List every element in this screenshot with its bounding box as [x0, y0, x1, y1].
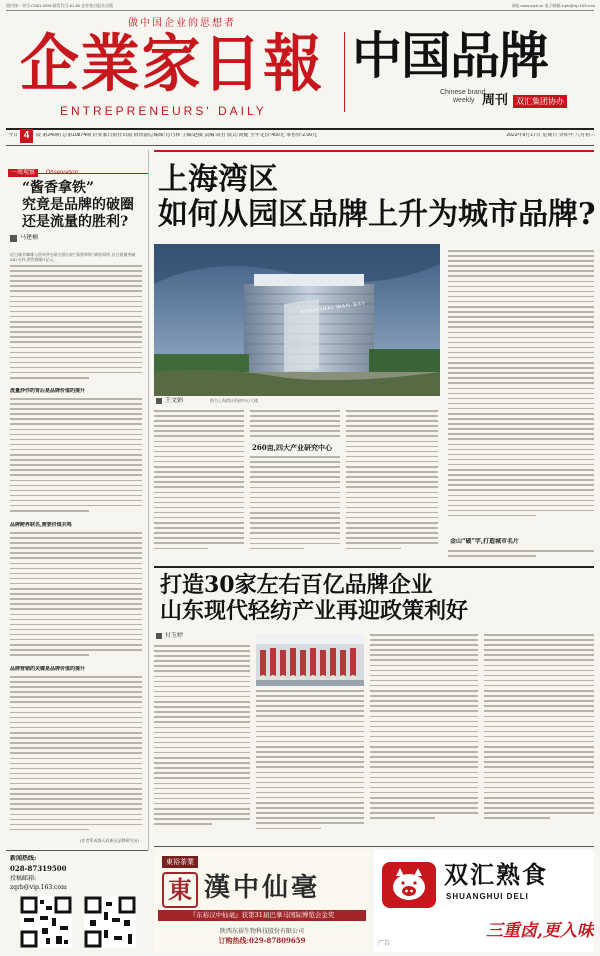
observation-body-3	[10, 532, 142, 662]
edition-info: 版 第240期 总第10874期 企业家日报社出版 值班副总编辑:肖乃林 主编:赵敏 责编:周君 版式:黄健 全年定价:450元 零售价:2.00元	[36, 133, 318, 138]
author-marker-icon	[10, 235, 17, 242]
shuanghui-pig-logo-icon	[382, 862, 436, 908]
observation-header	[8, 161, 148, 174]
headline-2-author: 付玉婷	[165, 632, 184, 639]
observation-author: 马建楠	[20, 234, 39, 241]
shuanghui-slogan: 三重卤,更入味	[486, 921, 594, 941]
observation-title-3: 还是流量的胜利?	[22, 214, 129, 230]
tea-company: 陕西东裕生物科技股份有限公司	[219, 928, 304, 935]
qr-code-2[interactable]	[84, 896, 136, 948]
headline-1-body-col-4	[448, 250, 594, 536]
observation-label-en: Observation	[45, 170, 78, 176]
observation-body-2	[10, 398, 142, 518]
submission-email[interactable]: zqrb@vip.163.com	[10, 884, 67, 891]
photo-author-icon	[156, 398, 162, 404]
headline-1-subhead-2: 金山“破”字,打造城市名片	[450, 538, 519, 545]
top-line-left: 国内统一刊号:CN51-0098 邮发代号:61-85 企业家日报社出版	[6, 3, 114, 8]
brand-tag: 双汇集团协办	[513, 95, 567, 108]
headline-1-body-col-2b	[250, 456, 340, 558]
today-label: 今日	[8, 133, 19, 138]
shuanghui-brand: 双汇熟食	[444, 860, 548, 889]
author-2-icon	[156, 633, 162, 639]
qr-code-1[interactable]	[20, 896, 72, 948]
shuanghui-brand-en: SHUANGHUI DELI	[446, 892, 529, 901]
headline-2-body-col-1	[154, 645, 250, 841]
building-sign: SHANGHAI WAN·BAY	[299, 300, 367, 316]
tea-product-name: 漢中仙毫	[204, 873, 321, 903]
tea-phone: 订购热线:029-87809659	[218, 936, 306, 945]
headline-2-line-2[interactable]: 山东现代轻纺产业再迎政策利好	[160, 598, 469, 624]
observation-title-2: 究竟是品牌的破圈	[22, 197, 134, 213]
building-photo	[154, 244, 440, 396]
observation-title-1: “酱香拿铁”	[22, 180, 95, 196]
tea-logo-icon: 東	[162, 872, 198, 908]
brand-en-2: weekly	[453, 97, 475, 104]
brand-weekly-title: 中国品牌	[352, 26, 548, 85]
shuanghui-ad[interactable]	[374, 850, 594, 952]
headline-1-subhead: 260亩,四大产业研究中心	[252, 443, 333, 452]
issue-date: 2023年9月17日 星期日 癸卯年 八月初三	[506, 133, 595, 138]
page-count: 4	[20, 129, 33, 143]
tea-brand-badge: 東裕茶業	[162, 856, 198, 868]
observation-label: 一周观察	[8, 169, 38, 177]
photo-caption: 图为上海湾区科创中心大楼	[210, 398, 258, 403]
headline-1-line-2[interactable]: 如何从园区品牌上升为城市品牌?	[158, 197, 596, 232]
observation-body-1	[10, 265, 142, 385]
tea-ad[interactable]	[154, 850, 370, 952]
brand-en-1: Chinese brand	[440, 89, 486, 96]
observation-body-4	[10, 676, 142, 836]
english-title: ENTREPRENEURS' DAILY	[60, 104, 267, 118]
observation-section-head-2: 品牌跨界联名,需要价值共鸣	[10, 522, 72, 528]
observation-intro: 近日瑞幸咖啡与贵州茅台联名推出的“酱香拿铁”刷屏网络,首日销量突破542万杯,销售额破1亿元。	[10, 252, 136, 262]
tea-award: 『东裕汉中仙毫』获第31届巴拿马国际博览会金奖	[158, 910, 366, 921]
headline-1-body-col-4b	[448, 550, 594, 562]
email-label: 投稿邮箱:	[10, 875, 37, 882]
headline-2-body-col-3	[370, 634, 478, 840]
textile-factory-photo	[256, 634, 364, 686]
top-line-right: 网址:www.zqrb.cn 电子邮箱:zqrb@vip.163.com	[511, 3, 595, 8]
observation-section-head-1: 流量炒作的背后是品牌价值的提升	[10, 388, 86, 394]
ad-mark: 广告	[378, 940, 391, 947]
headline-1-body-col-1	[154, 410, 244, 558]
headline-2-body-col-4	[484, 634, 594, 840]
headline-1-body-col-2a	[250, 410, 340, 440]
observation-section-head-3: 品牌营销的关键是品牌价值的提升	[10, 666, 86, 672]
newspaper-logo: 企業家日報	[20, 27, 325, 100]
headline-1-body-col-3	[346, 410, 438, 558]
hotline-phone: 028-87319500	[10, 864, 67, 873]
hotline-title: 新闻热线:	[10, 855, 37, 862]
headline-2-body-col-2	[256, 690, 364, 840]
headline-1-line-1[interactable]: 上海湾区	[158, 162, 278, 197]
slogan: 做中国企业的思想者	[128, 18, 236, 29]
headline-2-line-1[interactable]: 打造30家左右百亿品牌企业	[160, 572, 433, 598]
brand-week: 周刊	[482, 93, 509, 108]
observation-author-note: (作者系成都天府新区品牌研究员)	[80, 838, 140, 843]
headline-1-author: 王文娟	[165, 397, 184, 404]
